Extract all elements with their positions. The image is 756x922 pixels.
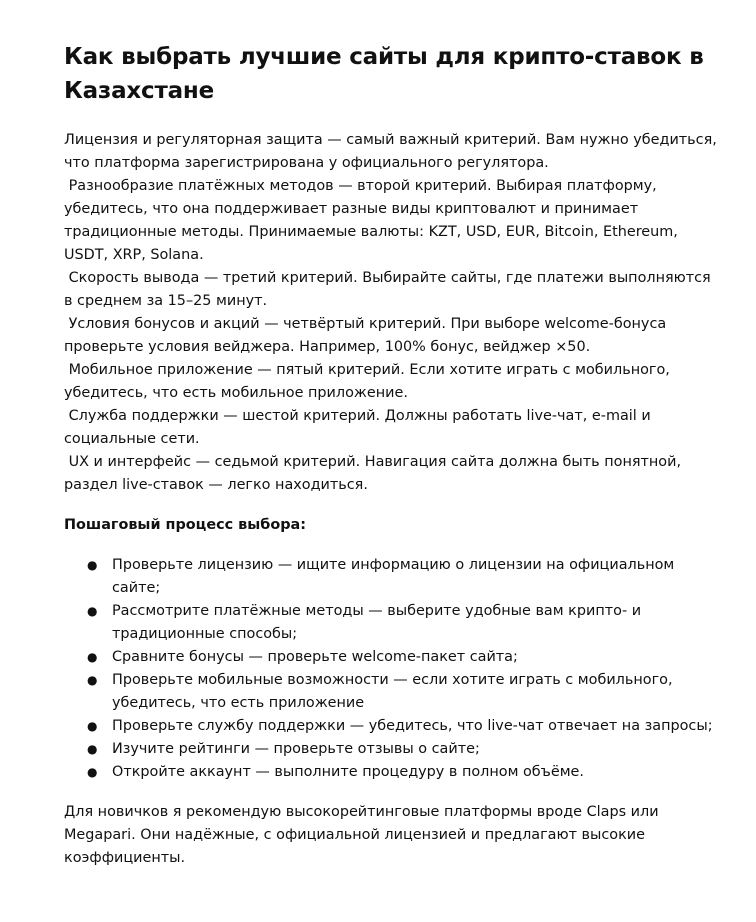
criterion-paragraph: Служба поддержки — шестой критерий. Должны работать live-чат, e-mail и социальные сети. xyxy=(64,408,656,447)
bullet-icon: ● xyxy=(87,650,98,664)
criterion-paragraph: Мобильное приложение — пятый критерий. Если хотите играть с мобильного, убедитесь, что есть мобильное приложение. xyxy=(64,362,675,401)
list-item xyxy=(64,646,718,669)
bullet-icon: ● xyxy=(87,604,98,618)
criterion-paragraph: Скорость вывода — третий критерий. Выбирайте сайты, где платежи выполняются в среднем за 15–25 минут. xyxy=(64,270,716,309)
step-text: Рассмотрите платёжные методы — выберите удобные вам крипто- и традиционные способы; xyxy=(112,603,642,642)
step-text: Откройте аккаунт — выполните процедуру в полном объёме. xyxy=(112,764,584,780)
list-item xyxy=(64,761,718,784)
closing-paragraph: Для новичков я рекомендую высокорейтинговые платформы вроде Claps или Megapari. Они надёжные, с официальной лицензией и предлагают высокие коэффициенты. xyxy=(64,804,659,866)
bullet-icon: ● xyxy=(87,558,98,572)
list-item xyxy=(64,600,718,646)
steps-list xyxy=(64,554,718,784)
step-text: Проверьте службу поддержки — убедитесь, что live-чат отвечает на запросы; xyxy=(112,718,713,734)
criterion-paragraph: Условия бонусов и акций — четвёртый критерий. При выборе welcome-бонуса проверьте условия вейджера. Например, 100% бонус, вейджер ×50. xyxy=(64,316,671,355)
step-text: Сравните бонусы — проверьте welcome-пакет сайта; xyxy=(112,649,518,665)
criterion-paragraph: Разнообразие платёжных методов — второй критерий. Выбирая платформу, убедитесь, что она поддерживает разные виды криптовалют и принимает традиционные методы. Принимаемые валюты: KZT, USD, EUR, Bitcoin, Ethereum, USDT, XRP, Solana. xyxy=(64,178,683,263)
step-text: Изучите рейтинги — проверьте отзывы о сайте; xyxy=(112,741,480,757)
steps-heading: Пошаговый процесс выбора: xyxy=(64,517,306,533)
criterion-paragraph: UX и интерфейс — седьмой критерий. Навигация сайта должна быть понятной, раздел live-ставок — легко находиться. xyxy=(64,454,686,493)
list-item xyxy=(64,669,718,715)
bullet-icon: ● xyxy=(87,742,98,756)
article-title: Как выбрать лучшие сайты для крипто-ставок в Казахстане xyxy=(64,44,704,104)
step-text: Проверьте мобильные возможности — если хотите играть с мобильного, убедитесь, что есть приложение xyxy=(112,672,673,711)
criterion-paragraph: Лицензия и регуляторная защита — самый важный критерий. Вам нужно убедиться, что платформа зарегистрирована у официального регулятора. xyxy=(64,132,722,171)
list-item xyxy=(64,738,718,761)
bullet-icon: ● xyxy=(87,719,98,733)
criteria-paragraphs xyxy=(64,129,722,497)
step-text: Проверьте лицензию — ищите информацию о лицензии на официальном сайте; xyxy=(112,557,675,596)
list-item xyxy=(64,554,718,600)
bullet-icon: ● xyxy=(87,673,98,687)
list-item xyxy=(64,715,718,738)
bullet-icon: ● xyxy=(87,765,98,779)
